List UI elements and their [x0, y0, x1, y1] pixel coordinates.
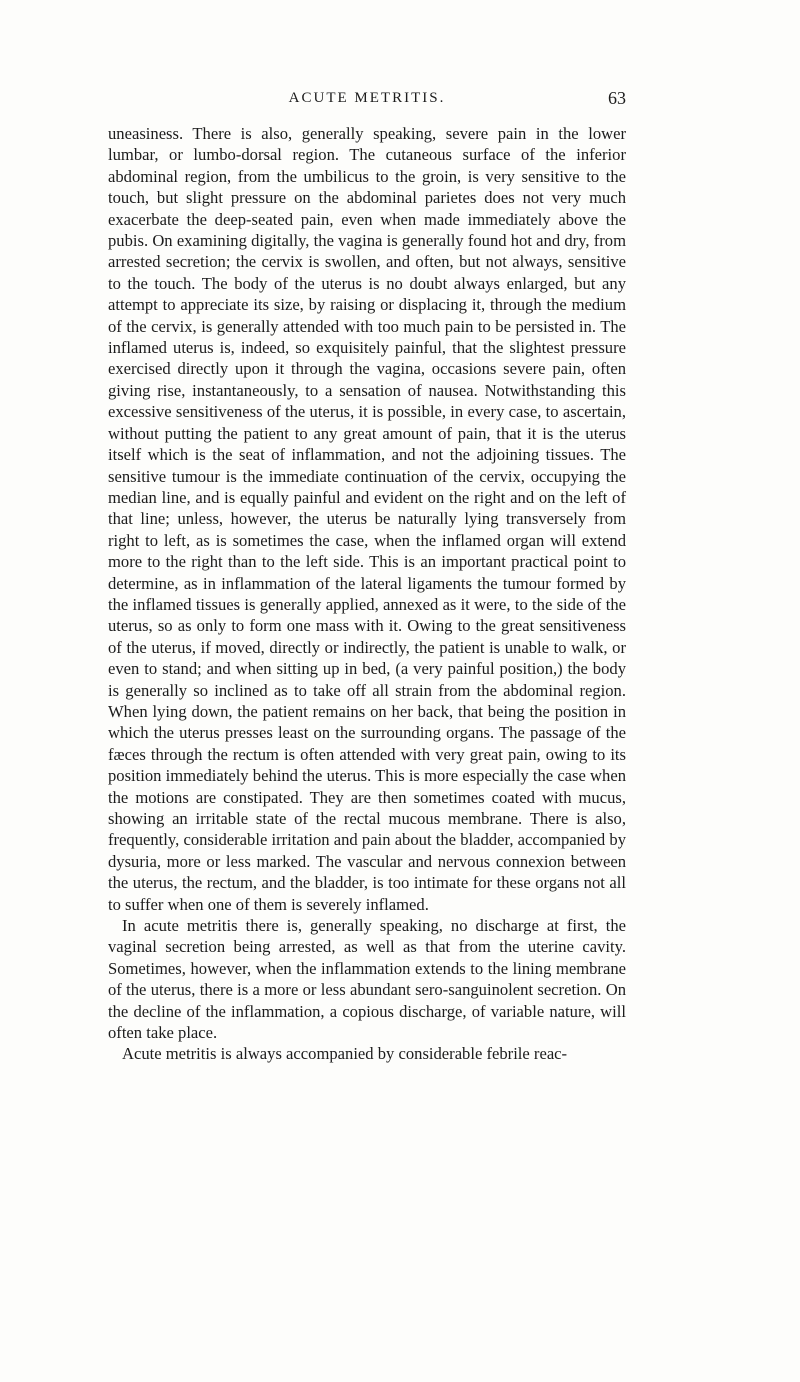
running-title: ACUTE METRITIS.: [288, 90, 446, 106]
page-number: 63: [608, 88, 626, 108]
paragraph-febrile-reaction: Acute metritis is always accompanied by considerable febrile reac-: [122, 1044, 568, 1064]
paragraph-symptoms: uneasiness. There is also, generally speaking, severe pain in the lower lumbar, or lumbo-dorsal region. The cutaneous surface of the inferior abdominal region, from the umbilicus to the groin, is very sensitive to the touch, but slight pressure on the abdominal parietes does not very much exacerbate the deep-seated pain, even when made immediately above the pubis. On examining digitally, the vagina is generally found hot and dry, from arrested secretion; the cervix is swollen, and often, but not always, sensitive to the touch. The body of the uterus is no doubt always enlarged, but any attempt to appreciate its size, by raising or displacing it, through the medium of the cervix, is generally attended with too much pain to be persisted in. The inflamed uterus is, indeed, so exquisitely painful, that the slightest pressure exercised directly upon it through the vagina, occasions severe pain, often giving rise, instantaneously, to a sensation of nausea. Notwithstanding this excessive sensitiveness of the uterus, it is possible, in every case, to ascertain, without putting the patient to any great amount of pain, that it is the uterus itself which is the seat of inflammation, and not the adjoining tissues. The sensitive tumour is the immediate continuation of the cervix, occupying the median line, and is equally painful and evident on the right and on the left of that line; unless, however, the uterus be naturally lying transversely from right to left, as is sometimes the case, when the inflamed organ will extend more to the right than to the left side. This is an important practical point to determine, as in inflammation of the lateral ligaments the tumour formed by the inflamed tissues is generally applied, annexed as it were, to the side of the uterus, so as only to form one mass with it. Owing to the great sensitiveness of the uterus, if moved, directly or indirectly, the patient is unable to walk, or even to stand; and when sitting up in bed, (a very painful position,) the body is generally so inclined as to take off all strain from the abdominal region. When lying down, the patient remains on her back, that being the position in which the uterus presses least on the surrounding organs. The passage of the fæces through the rectum is often attended with very great pain, owing to its position immediately behind the uterus. This is more especially the case when the motions are constipated. They are then sometimes coated with mucus, showing an irritable state of the rectal mucous membrane. There is also, frequently, considerable irritation and pain about the bladder, accompanied by dysuria, more or less marked. The vascular and nervous connexion between the uterus, the rectum, and the bladder, is too intimate for these organs not all to suffer when one of them is severely inflamed.: [108, 124, 626, 914]
body-text: [108, 123, 626, 1065]
running-head: [108, 88, 626, 112]
paragraph-discharge: In acute metritis there is, generally speaking, no discharge at first, the vaginal secretion being arrested, as well as that from the uterine cavity. Sometimes, however, when the inflammation extends to the lining membrane of the uterus, there is a more or less abundant sero-sanguinolent secretion. On the decline of the inflammation, a copious discharge, of variable nature, will often take place.: [108, 916, 626, 1043]
